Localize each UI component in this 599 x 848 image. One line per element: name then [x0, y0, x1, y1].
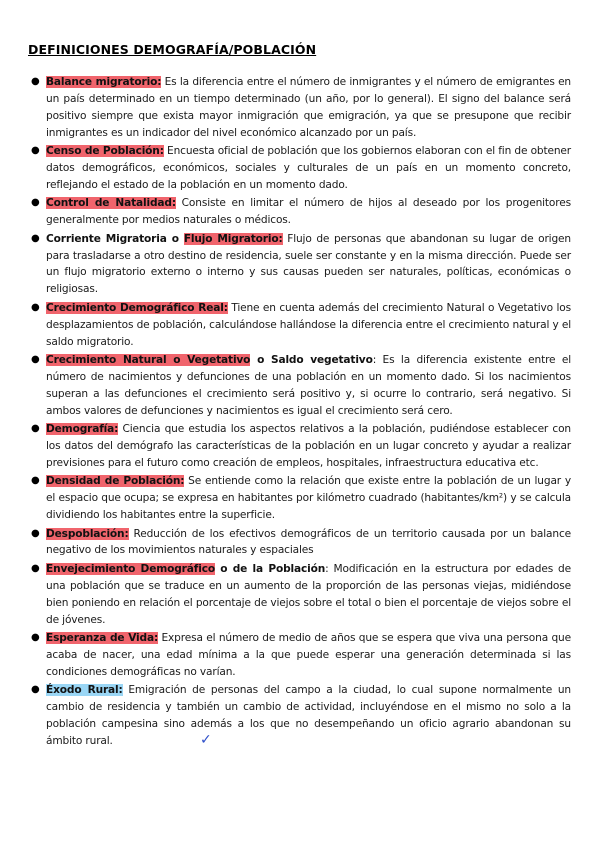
- definition-term-suffix: o Saldo vegetativo: [250, 354, 373, 366]
- definition-term-prefix: Corriente Migratoria o: [46, 232, 184, 245]
- list-item: [0, 231, 599, 299]
- definition-text: Reducción de los efectivos demográficos de un territorio causada por un balance negativo de los movimientos naturales y espaciales: [46, 527, 571, 557]
- definition-term: Balance migratorio:: [46, 76, 162, 88]
- definition-text: Flujo de personas que abandonan su lugar de origen para trasladarse a otro destino de residencia, suele ser constante y en la misma dirección. Puede ser un flujo migratorio externo o interno y sus causas pueden ser naturales, políticas, económicas o religiosas.: [46, 232, 571, 296]
- definition-term-suffix: o de la Población: [214, 562, 326, 575]
- list-item: [0, 473, 599, 524]
- list-item: [0, 526, 599, 560]
- definition-term: Flujo Migratorio:: [183, 232, 283, 245]
- bullet-icon: ●: [31, 145, 40, 157]
- definition-term: Censo de Población:: [46, 145, 164, 158]
- definition-text: Expresa el número de medio de años que se espera que viva una persona que acaba de nacer, una edad mínima a la que puede esperar una generación determinada si las condiciones demográficas no varían.: [46, 632, 571, 678]
- bullet-icon: ●: [31, 232, 40, 244]
- list-item: [0, 561, 599, 629]
- list-item: [0, 74, 599, 142]
- bullet-icon: ●: [31, 475, 40, 487]
- definition-term: Esperanza de Vida:: [46, 632, 159, 644]
- definition-text: Se entiende como la relación que existe entre la población de un lugar y el espacio que ocupa; se expresa en habitantes por kilómetro cuadrado (habitantes/km²) y se calcula dividiendo los habitantes entre la superficie.: [46, 475, 571, 522]
- bullet-icon: ●: [31, 632, 40, 643]
- list-item: [0, 195, 599, 229]
- bullet-icon: ●: [31, 197, 40, 209]
- definition-term: Crecimiento Natural o Vegetativo: [46, 354, 251, 366]
- definition-term: Densidad de Población:: [46, 475, 185, 488]
- definition-term: Despoblación:: [46, 527, 129, 540]
- definition-text: Encuesta oficial de población que los gobiernos elaboran con el fin de obtener datos demográficos, económicos, sociales y culturales de un país en un momento concreto, reflejando el estado de la población en un momento dado.: [46, 145, 571, 191]
- definition-text: Consiste en limitar el número de hijos al deseado por los progenitores generalmente por medios naturales o médicos.: [46, 197, 571, 227]
- list-item: [0, 682, 599, 750]
- definition-term: Demografía:: [46, 423, 119, 436]
- bullet-icon: ●: [31, 423, 40, 435]
- bullet-icon: ●: [31, 354, 40, 365]
- handwritten-check-mark-icon: ✓: [200, 732, 212, 748]
- bullet-icon: ●: [31, 76, 40, 87]
- list-item: [0, 143, 599, 194]
- list-item: [0, 421, 599, 472]
- document-title: DEFINICIONES DEMOGRAFÍA/POBLACIÓN: [28, 42, 317, 57]
- bullet-icon: ●: [31, 527, 40, 539]
- definition-term: Éxodo Rural:: [46, 684, 123, 697]
- definition-text: : Modificación en la estructura por edades de una población que se traduce en un aumento de la proporción de las personas viejas, midiéndose bien poniendo en relación el porcentaje de viejos sobre el total o bien el porcentaje de viejos sobre el de jóvenes.: [46, 562, 572, 626]
- definition-text: Tiene en cuenta además del crecimiento Natural o Vegetativo los desplazamientos de población, calculándose hallándose la diferencia entre el crecimiento natural y el saldo migratorio.: [46, 301, 571, 348]
- definitions-list: [0, 74, 599, 751]
- bullet-icon: ●: [31, 301, 40, 313]
- definition-text: : Es la diferencia existente entre el número de nacimientos y defunciones de una población en un momento dado. Si los nacimientos superan a las defunciones el crecimiento será positivo y, si ocurre lo contrario, será negativo. Si ambos valores de defunciones y nacimientos es igual el crecimiento será cero.: [46, 354, 572, 417]
- definition-term: Crecimiento Demográfico Real:: [46, 301, 228, 314]
- definition-term: Envejecimiento Demográfico: [46, 562, 215, 575]
- bullet-icon: ●: [31, 562, 40, 574]
- definition-text: Ciencia que estudia los aspectos relativos a la población, pudiéndose establecer con los datos del demógrafo las características de la población en un lugar concreto y ayudar a realizar previsiones para el futuro como creación de empleos, hospitales, infraestructura educativa etc.: [46, 423, 571, 469]
- definition-term: Control de Natalidad:: [46, 197, 176, 210]
- list-item: [0, 300, 599, 351]
- list-item: [0, 630, 599, 681]
- definition-text: Emigración de personas del campo a la ciudad, lo cual supone normalmente un cambio de residencia y también un cambio de actividad, incluyéndose en el mismo no solo a la población campesina sino además a los que no desempeñando un oficio agrario abandonan su ámbito rural.: [46, 684, 571, 747]
- list-item: [0, 352, 599, 420]
- bullet-icon: ●: [31, 684, 40, 696]
- definition-text: Es la diferencia entre el número de inmigrantes y el número de emigrantes en un país determinado en un tiempo determinado (un año, por lo general). El signo del balance será positivo siempre que exista mayor inmigración que emigración, ya que se presupone que recibir inmigrantes es un indicador del nivel económico alcanzado por un país.: [46, 76, 572, 139]
